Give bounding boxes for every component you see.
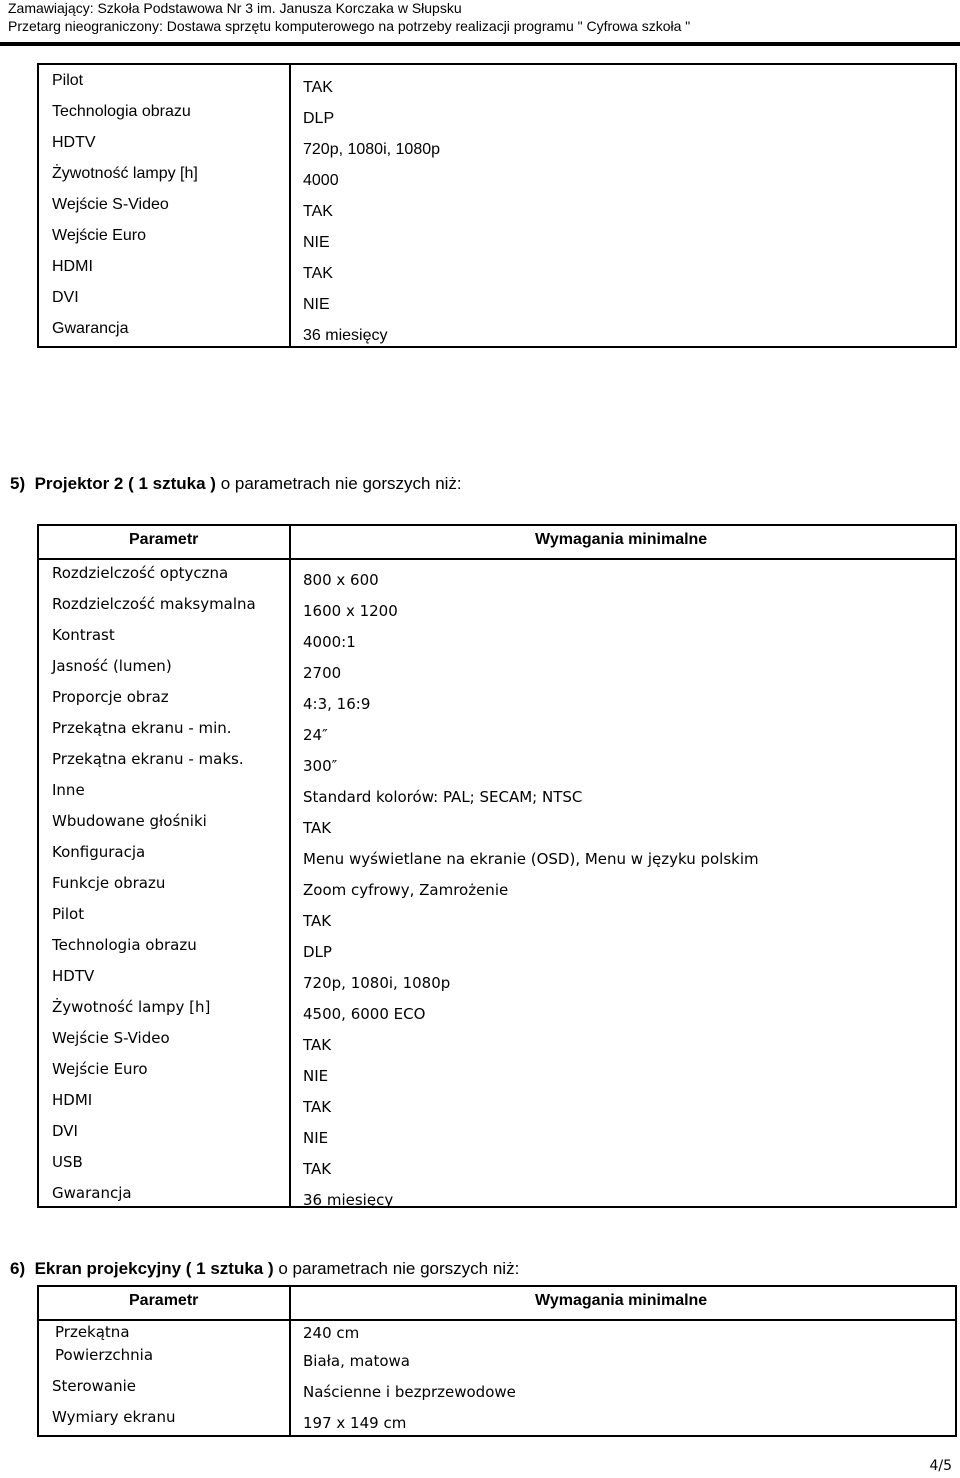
param-value: 4:3, 16:9 <box>303 695 371 713</box>
param-label: Rozdzielczość maksymalna <box>52 595 256 613</box>
section-6-title <box>10 1259 519 1279</box>
param-value: Biała, matowa <box>303 1352 410 1370</box>
param-value: TAK <box>303 819 332 837</box>
column-header-parametr: Parametr <box>129 1292 199 1309</box>
param-label: DVI <box>52 289 79 306</box>
param-label: Technologia obrazu <box>52 103 191 120</box>
param-label: Technologia obrazu <box>52 936 197 954</box>
param-value: TAK <box>303 203 333 220</box>
section-item-name: Ekran projekcyjny ( 1 sztuka ) <box>34 1259 274 1278</box>
param-label: Konfiguracja <box>52 843 146 861</box>
param-value: 4500, 6000 ECO <box>303 1005 426 1023</box>
document-header-buyer: Zamawiający: Szkoła Podstawowa Nr 3 im. Janusza Korczaka w Słupsku <box>8 0 462 16</box>
section-number: 5) <box>10 474 26 493</box>
param-value: TAK <box>303 1098 332 1116</box>
param-value: 36 miesięcy <box>303 327 388 344</box>
section-description: o parametrach nie gorszych niż: <box>220 474 462 493</box>
param-value: NIE <box>303 1129 329 1147</box>
param-label: Gwarancja <box>52 1184 132 1202</box>
section-5-title <box>10 474 462 494</box>
section-description: o parametrach nie gorszych niż: <box>278 1259 520 1278</box>
param-label: Przekątna <box>55 1323 130 1341</box>
param-value: 4000 <box>303 172 339 189</box>
param-value: 1600 x 1200 <box>303 602 398 620</box>
param-label: Sterowanie <box>52 1377 137 1395</box>
param-label: HDMI <box>52 1091 93 1109</box>
param-value: Zoom cyfrowy, Zamrożenie <box>303 881 509 899</box>
param-label: USB <box>52 1153 83 1171</box>
param-label: Wbudowane głośniki <box>52 812 207 830</box>
screen-spec-table <box>37 1285 957 1437</box>
param-label: HDTV <box>52 967 95 985</box>
param-label: Rozdzielczość optyczna <box>52 564 229 582</box>
param-label: Przekątna ekranu - min. <box>52 719 232 737</box>
param-value: TAK <box>303 1160 332 1178</box>
param-label: Wejście Euro <box>52 1060 148 1078</box>
param-label: Jasność (lumen) <box>52 657 172 675</box>
param-value: TAK <box>303 912 332 930</box>
param-label: HDTV <box>52 134 96 151</box>
param-value: 300″ <box>303 757 338 775</box>
param-label: Funkcje obrazu <box>52 874 166 892</box>
param-value: NIE <box>303 1067 329 1085</box>
param-value: 36 miesięcy <box>303 1191 394 1209</box>
param-value: DLP <box>303 943 332 961</box>
param-value: TAK <box>303 265 333 282</box>
param-value: DLP <box>303 110 335 127</box>
param-value: 197 x 149 cm <box>303 1414 407 1432</box>
param-label: Gwarancja <box>52 320 129 337</box>
param-value: TAK <box>303 79 333 96</box>
param-label: DVI <box>52 1122 78 1140</box>
param-label: Pilot <box>52 905 85 923</box>
projector-2-spec-table <box>37 524 957 1208</box>
param-label: Wejście S-Video <box>52 1029 170 1047</box>
column-header-wymagania: Wymagania minimalne <box>535 1292 708 1309</box>
param-label: Żywotność lampy [h] <box>52 165 198 182</box>
column-divider <box>289 526 291 1206</box>
column-divider <box>289 65 291 346</box>
param-value: 2700 <box>303 664 342 682</box>
param-value: Naścienne i bezprzewodowe <box>303 1383 516 1401</box>
param-value: Standard kolorów: PAL; SECAM; NTSC <box>303 788 583 806</box>
param-value: Menu wyświetlane na ekranie (OSD), Menu w języku polskim <box>303 850 759 868</box>
param-label: Wejście S-Video <box>52 196 169 213</box>
param-value: 800 x 600 <box>303 571 379 589</box>
param-label: Kontrast <box>52 626 115 644</box>
param-value: NIE <box>303 234 330 251</box>
param-label: HDMI <box>52 258 93 275</box>
param-label: Pilot <box>52 72 84 89</box>
column-header-parametr: Parametr <box>129 531 199 548</box>
param-label: Wymiary ekranu <box>52 1408 176 1426</box>
table-header-row <box>39 1287 955 1321</box>
param-value: TAK <box>303 1036 332 1054</box>
page-number: 4/5 <box>929 1458 952 1474</box>
column-header-wymagania: Wymagania minimalne <box>535 531 708 548</box>
param-value: 4000:1 <box>303 633 356 651</box>
param-value: 720p, 1080i, 1080p <box>303 974 451 992</box>
param-label: Proporcje obraz <box>52 688 169 706</box>
param-label: Żywotność lampy [h] <box>52 998 211 1016</box>
table-header-row <box>39 526 955 560</box>
section-number: 6) <box>10 1259 26 1278</box>
header-divider <box>0 42 960 46</box>
param-label: Wejście Euro <box>52 227 146 244</box>
param-label: Przekątna ekranu - maks. <box>52 750 244 768</box>
document-header-tender: Przetarg nieograniczony: Dostawa sprzętu komputerowego na potrzeby realizacji programu " Cyfrowa szkoła " <box>8 18 691 34</box>
section-item-name: Projektor 2 ( 1 sztuka ) <box>34 474 216 493</box>
param-value: 720p, 1080i, 1080p <box>303 141 441 158</box>
param-value: 24″ <box>303 726 328 744</box>
projector-1-spec-table <box>37 63 957 348</box>
param-label: Powierzchnia <box>55 1346 154 1364</box>
param-value: NIE <box>303 296 330 313</box>
param-label: Inne <box>52 781 85 799</box>
param-value: 240 cm <box>303 1324 360 1342</box>
